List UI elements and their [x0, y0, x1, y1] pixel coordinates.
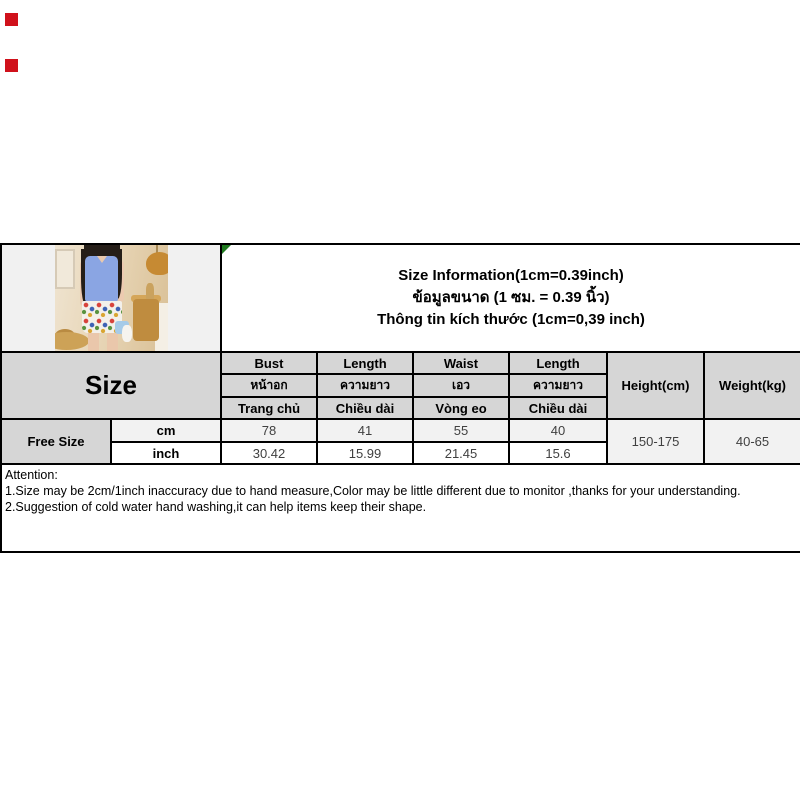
attention-title: Attention:	[5, 468, 58, 482]
photo-dried-plant	[146, 283, 154, 299]
header-length-en: Length	[317, 352, 413, 374]
value-length-inch: 15.99	[317, 442, 413, 464]
header-length-th: ความยาว	[317, 374, 413, 397]
header-bust-th: หน้าอก	[221, 374, 317, 397]
red-annotation-square-1	[5, 13, 18, 26]
value-height-range: 150-175	[607, 419, 704, 464]
size-label-cell: Size	[1, 352, 221, 419]
red-annotation-square-2	[5, 59, 18, 72]
header-length-vi: Chiều dài	[317, 397, 413, 419]
title-thai: ข้อมูลขนาด (1 ซม. = 0.39 นิ้ว)	[412, 289, 610, 306]
value-length2-inch: 15.6	[509, 442, 607, 464]
value-weight-range: 40-65	[704, 419, 800, 464]
product-photo	[55, 245, 168, 351]
photo-wall-frame	[55, 249, 75, 289]
value-waist-cm: 55	[413, 419, 509, 442]
value-waist-inch: 21.45	[413, 442, 509, 464]
header-bust-vi: Trang chủ	[221, 397, 317, 419]
size-information-table	[0, 243, 800, 553]
product-photo-cell	[1, 244, 221, 352]
attention-note-cell	[1, 464, 800, 552]
value-bust-inch: 30.42	[221, 442, 317, 464]
photo-model-leg-left	[88, 333, 99, 351]
photo-vneck-notch	[97, 256, 107, 263]
header-length2-th: ความยาว	[509, 374, 607, 397]
header-bust-en: Bust	[221, 352, 317, 374]
photo-straw-hat	[55, 332, 89, 350]
header-length2-en: Length	[509, 352, 607, 374]
attention-line-1: 1.Size may be 2cm/1inch inaccuracy due to hand measure,Color may be little different due to monitor ,thanks for your understanding.	[5, 484, 741, 498]
value-bust-cm: 78	[221, 419, 317, 442]
header-waist-vi: Vòng eo	[413, 397, 509, 419]
photo-rattan-lamp	[146, 252, 168, 275]
value-length2-cm: 40	[509, 419, 607, 442]
excel-corner-triangle-icon	[222, 245, 231, 254]
title-english: Size Information(1cm=0.39inch)	[398, 267, 624, 284]
value-length-cm: 41	[317, 419, 413, 442]
header-waist-en: Waist	[413, 352, 509, 374]
title-vietnamese: Thông tin kích thước (1cm=0,39 inch)	[377, 311, 645, 328]
photo-wooden-stool	[133, 299, 159, 341]
size-info-title-cell	[221, 244, 800, 352]
photo-model-leg-right	[107, 333, 118, 351]
header-height: Height(cm)	[607, 352, 704, 419]
header-length2-vi: Chiều dài	[509, 397, 607, 419]
unit-inch-cell: inch	[111, 442, 221, 464]
attention-line-2: 2.Suggestion of cold water hand washing,it can help items keep their shape.	[5, 500, 427, 514]
unit-cm-cell: cm	[111, 419, 221, 442]
header-waist-th: เอว	[413, 374, 509, 397]
photo-white-cloth	[122, 325, 132, 342]
header-weight: Weight(kg)	[704, 352, 800, 419]
free-size-label-cell: Free Size	[1, 419, 111, 464]
